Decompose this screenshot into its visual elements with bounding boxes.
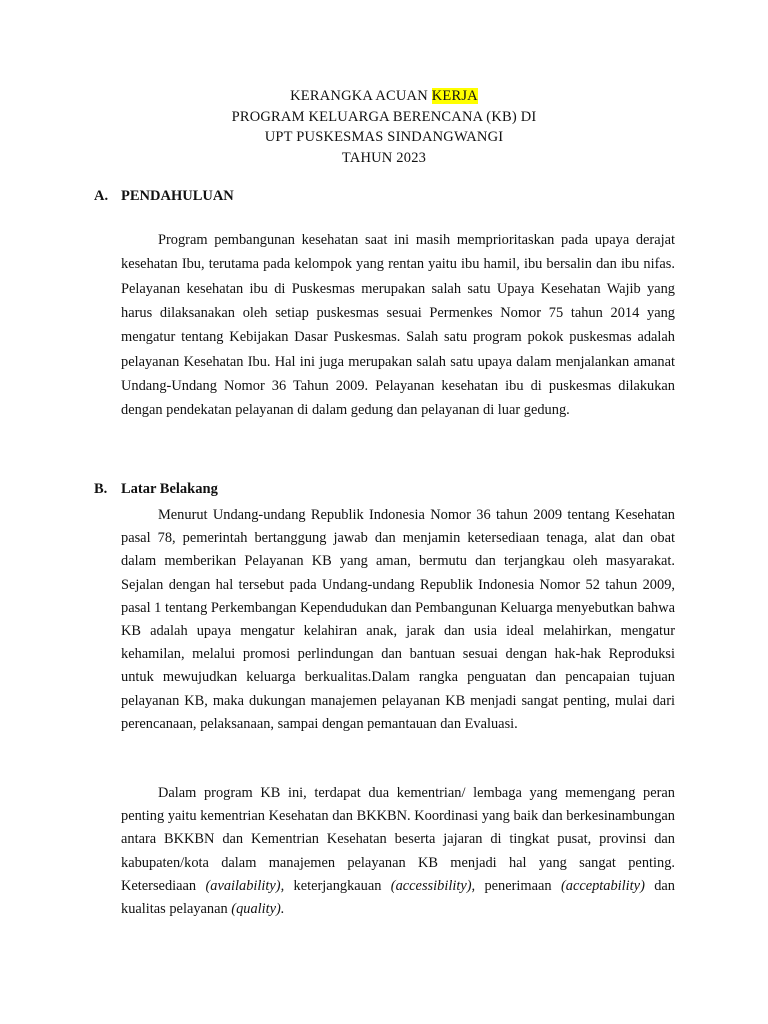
section-b-number: B.	[94, 481, 108, 497]
para2-term-quality: (quality).	[231, 901, 285, 918]
section-a-paragraph: Program pembangunan kesehatan saat ini masih memprioritaskan pada upaya derajat kesehatan Ibu, terutama pada kelompok yang rentan yaitu ibu hamil, ibu bersalin dan ibu nifas. Pelayanan kesehatan ibu di Puskesmas merupakan salah satu Upaya Kesehatan Wajib yang harus dilaksanakan oleh setiap puskesmas sesuai Permenkes Nomor 75 tahun 2014 yang mengatur tentang Kebijakan Dasar Puskesmas. Salah satu program pokok puskesmas adalah pelayanan Kesehatan Ibu. Hal ini juga merupakan salah satu upaya dalam menjalankan amanat Undang-Undang Nomor 36 Tahun 2009. Pelayanan kesehatan ibu di puskesmas dilakukan dengan pendekatan pelayanan di dalam gedung dan pelayanan di luar gedung.	[121, 232, 675, 419]
section-a-number: A.	[94, 188, 109, 204]
section-a-title: PENDAHULUAN	[121, 188, 234, 204]
section-a-heading	[94, 188, 234, 205]
section-b-title: Latar Belakang	[121, 481, 218, 497]
para2-term-availability: (availability),	[205, 877, 285, 894]
title-line-1	[0, 86, 768, 107]
para2-text-2: keterjangkauan	[284, 877, 391, 894]
para2-text-3: penerimaan	[475, 877, 561, 894]
para2-text-1: Dalam program KB ini, terdapat dua kementrian/ lembaga yang memengang peran penting yaitu kementrian Kesehatan dan BKKBN. Koordinasi yang baik dan berkesinambungan antara BKKBN dan Kementrian Kesehatan beserta jajaran di tingkat pusat, provinsi dan kabupaten/kota dalam manajemen pelayanan KB menjadi hal yang sangat penting. Ketersediaan	[121, 785, 675, 894]
document-title	[0, 86, 768, 168]
title-line-4: TAHUN 2023	[341, 149, 427, 166]
section-a-body	[121, 228, 675, 423]
title-line-2: PROGRAM KELUARGA BERENCANA (KB) DI	[231, 108, 537, 125]
title-line-3: UPT PUSKESMAS SINDANGWANGI	[264, 129, 504, 145]
section-b-paragraph-2	[121, 782, 675, 921]
highlighted-word: KERJA	[431, 88, 478, 104]
para2-text-4: dan kualitas pelayanan	[121, 877, 675, 918]
section-b-heading	[94, 481, 218, 498]
section-b-paragraph-1: Menurut Undang-undang Republik Indonesia Nomor 36 tahun 2009 tentang Kesehatan pasal 78, pemerintah bertanggung jawab dan menjamin ketersediaan tenaga, alat dan obat dalam memberikan Pelayanan KB yang aman, bermutu dan terjangkau oleh masyarakat. Sejalan dengan hal tersebut pada Undang-undang Republik Indonesia Nomor 52 tahun 2009, pasal 1 tentang Perkembangan Kependudukan dan Pembangunan Keluarga menyebutkan bahwa KB adalah upaya mengatur kelahiran anak, jarak dan usia ideal melahirkan, mengatur kehamilan, melalui promosi perlindungan dan bantuan sesuai dengan hak-hak Reproduksi untuk mewujudkan keluarga berkualitas.Dalam rangka penguatan dan pencapaian tujuan pelayanan KB, maka dukungan manajemen pelayanan KB menjadi sangat penting, mulai dari perencanaan, pelaksanaan, sampai dengan pemantauan dan Evaluasi.	[121, 507, 675, 732]
para2-term-accessibility: (accessibility),	[390, 877, 476, 894]
title-line-1-text: KERANGKA ACUAN	[290, 88, 432, 104]
para2-term-acceptability: (acceptability)	[560, 877, 645, 894]
section-b-body-1	[121, 504, 675, 736]
section-b-body-2	[121, 782, 675, 921]
